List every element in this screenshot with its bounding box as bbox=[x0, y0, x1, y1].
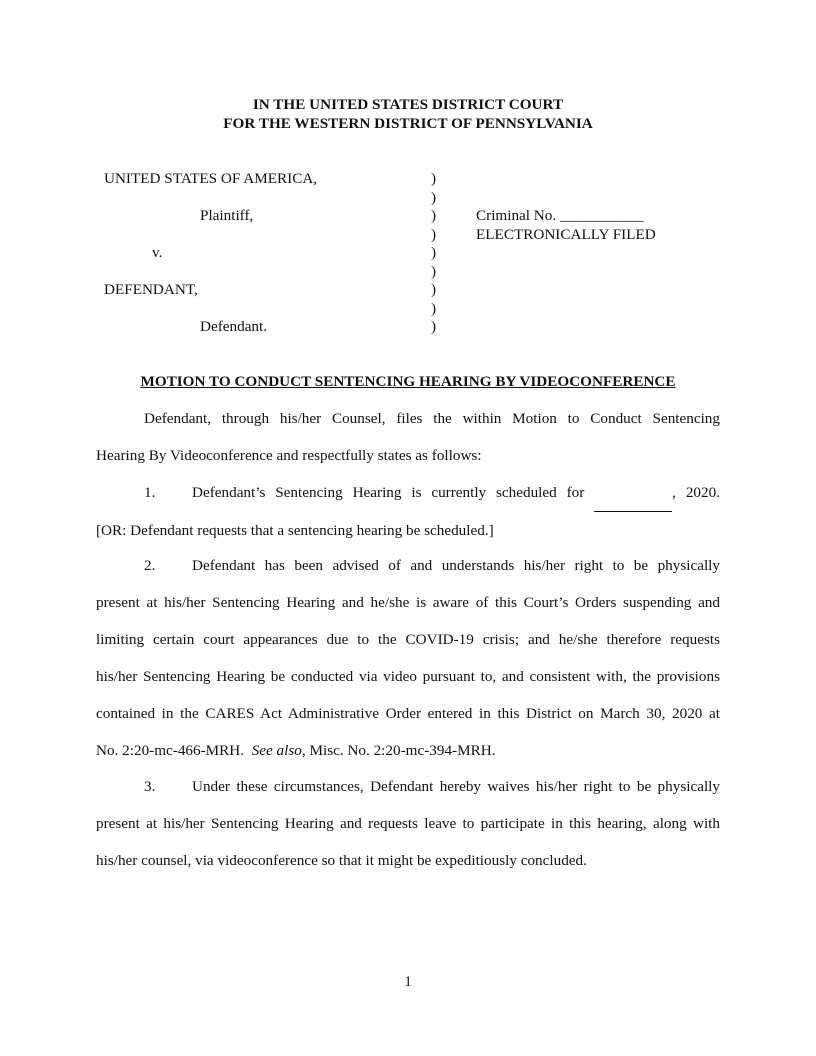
p3-line-1 bbox=[96, 768, 720, 805]
filing-status: ELECTRONICALLY FILED bbox=[476, 226, 656, 243]
intro-line-1 bbox=[96, 400, 720, 437]
p3-line-1-text: Under these circumstances, Defendant hereby waives his/her right to be physically bbox=[192, 778, 720, 795]
versus: v. bbox=[152, 244, 163, 261]
p1-line-1 bbox=[96, 474, 720, 512]
paren-8: ) bbox=[431, 299, 437, 317]
court-name-line1: IN THE UNITED STATES DISTRICT COURT bbox=[252, 96, 564, 113]
paren-5: ) bbox=[431, 244, 437, 261]
date-blank bbox=[594, 474, 672, 512]
paren-4: ) bbox=[431, 225, 437, 243]
p1-number: 1. bbox=[144, 484, 156, 501]
p2-line-5: contained in the CARES Act Administrative Order entered in this District on March 30, 2020 at bbox=[96, 705, 720, 722]
paren-9: ) bbox=[431, 318, 437, 335]
paren-7: ) bbox=[431, 281, 437, 298]
p2-line-3: limiting certain court appearances due to the COVID-19 crisis; and he/she therefore requests bbox=[96, 631, 720, 648]
caption-parentheses bbox=[431, 170, 443, 337]
paragraph-3 bbox=[96, 768, 720, 879]
p3-line-2: present at his/her Sentencing Hearing and requests leave to participate in this hearing, along with bbox=[96, 815, 720, 832]
intro-line-2: Hearing By Videoconference and respectfully states as follows: bbox=[96, 447, 482, 464]
paren-3: ) bbox=[431, 207, 437, 224]
p3-line-3: his/her counsel, via videoconference so that it might be expeditiously concluded. bbox=[96, 852, 587, 869]
paren-1: ) bbox=[431, 170, 437, 187]
p1-line-2: [OR: Defendant requests that a sentencing hearing be scheduled.] bbox=[96, 522, 494, 539]
plaintiff-name: UNITED STATES OF AMERICA, bbox=[104, 170, 318, 187]
court-name-line2: FOR THE WESTERN DISTRICT OF PENNSYLVANIA bbox=[223, 115, 593, 132]
plaintiff-role: Plaintiff, bbox=[200, 207, 254, 224]
p1-line-1-text: Defendant’s Sentencing Hearing is currently scheduled for bbox=[192, 484, 585, 501]
see-also-signal: See also bbox=[251, 742, 302, 759]
defendant-name: DEFENDANT, bbox=[104, 281, 198, 298]
page-number: 1 bbox=[404, 973, 412, 990]
criminal-number: Criminal No. ___________ bbox=[476, 207, 644, 224]
paren-2: ) bbox=[431, 188, 437, 206]
p2-line-1-text: Defendant has been advised of and understands his/her right to be physically bbox=[192, 557, 720, 574]
p2-line-6-b: , Misc. No. 2:20-mc-394-MRH. bbox=[301, 742, 496, 759]
motion-title: MOTION TO CONDUCT SENTENCING HEARING BY VIDEOCONFERENCE bbox=[140, 373, 676, 390]
p2-number: 2. bbox=[144, 557, 156, 574]
p3-number: 3. bbox=[144, 778, 156, 795]
defendant-role: Defendant. bbox=[200, 318, 268, 335]
p1-line-1-tail: , 2020. bbox=[672, 484, 720, 501]
paragraph-2 bbox=[96, 547, 720, 769]
p2-line-6-a: No. 2:20-mc-466-MRH. bbox=[96, 742, 252, 759]
p2-line-4: his/her Sentencing Hearing be conducted via video pursuant to, and consistent with, the provisions bbox=[96, 668, 720, 685]
paragraph-1 bbox=[96, 474, 720, 549]
p2-line-2: present at his/her Sentencing Hearing and he/she is aware of this Court’s Orders suspending and bbox=[96, 594, 720, 611]
intro-line-1-text: Defendant, through his/her Counsel, files the within Motion to Conduct Sentencing bbox=[144, 410, 720, 427]
p2-line-6 bbox=[96, 742, 496, 759]
paren-6: ) bbox=[431, 262, 437, 280]
intro-paragraph bbox=[96, 400, 720, 474]
p2-line-1 bbox=[96, 547, 720, 584]
